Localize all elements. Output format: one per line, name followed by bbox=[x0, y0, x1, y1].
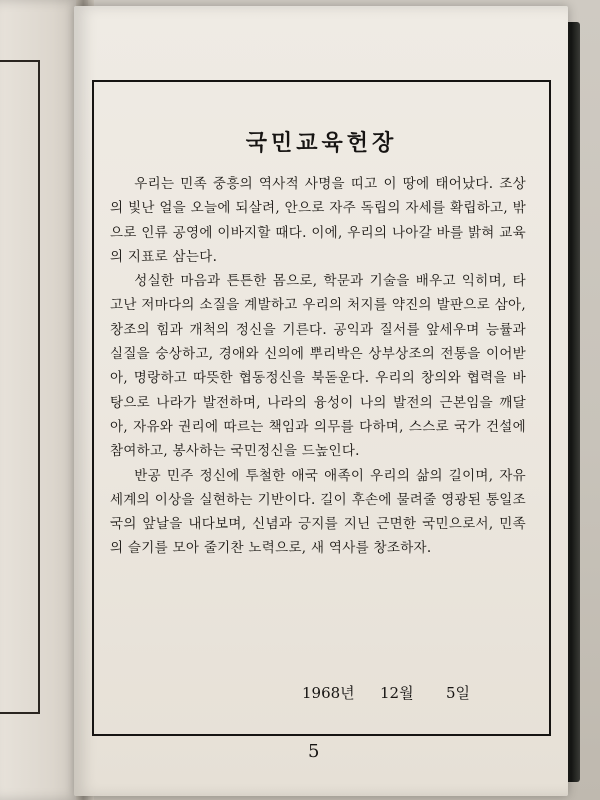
charter-text bbox=[110, 172, 526, 692]
paragraph-3: 반공 민주 정신에 투철한 애국 애족이 우리의 삶의 길이며, 자유 세계의 이상을 실현하는 기반이다. 길이 후손에 물려줄 영광된 통일조국의 앞날을 내다보며, 신념과 긍지를 지닌 근면한 국민으로서, 민족의 슬기를 모아 줄기찬 노력으로, 새 역사를 창조하자. bbox=[110, 467, 526, 557]
left-page-border bbox=[0, 60, 40, 714]
date-line bbox=[94, 682, 549, 706]
charter-frame bbox=[92, 80, 551, 736]
paragraph-2: 성실한 마음과 튼튼한 몸으로, 학문과 기술을 배우고 익히며, 타고난 저마다의 소질을 계발하고 우리의 처지를 약진의 발판으로 삼아, 창조의 힘과 개척의 정신을 기른다. 공익과 질서를 앞세우며 능률과 실질을 숭상하고, 경애와 신의에 뿌리박은 상부상조의 전통을 이어받아, 명랑하고 따뜻한 협동정신을 북돋운다. 우리의 창의와 협력을 바탕으로 나라가 발전하며, 나라의 융성이 나의 발전의 근본임을 깨달아, 자유와 권리에 따르는 책임과 의무를 다하며, 스스로 국가 건설에 참여하고, 봉사하는 국민정신을 드높인다. bbox=[110, 273, 526, 460]
date-day: 5일 bbox=[446, 684, 471, 702]
right-page bbox=[74, 6, 568, 796]
paragraph-1: 우리는 민족 중흥의 역사적 사명을 띠고 이 땅에 태어났다. 조상의 빛난 얼을 오늘에 되살려, 안으로 자주 독립의 자세를 확립하고, 밖으로 인류 공영에 이바지할 때다. 이에, 우리의 나아갈 바를 밝혀 교육의 지표로 삼는다. bbox=[110, 176, 526, 265]
page-number: 5 bbox=[308, 741, 320, 762]
page-title: 국민교육헌장 bbox=[245, 130, 398, 156]
date-year: 1968년 bbox=[302, 684, 355, 702]
date-month: 12월 bbox=[380, 684, 414, 702]
